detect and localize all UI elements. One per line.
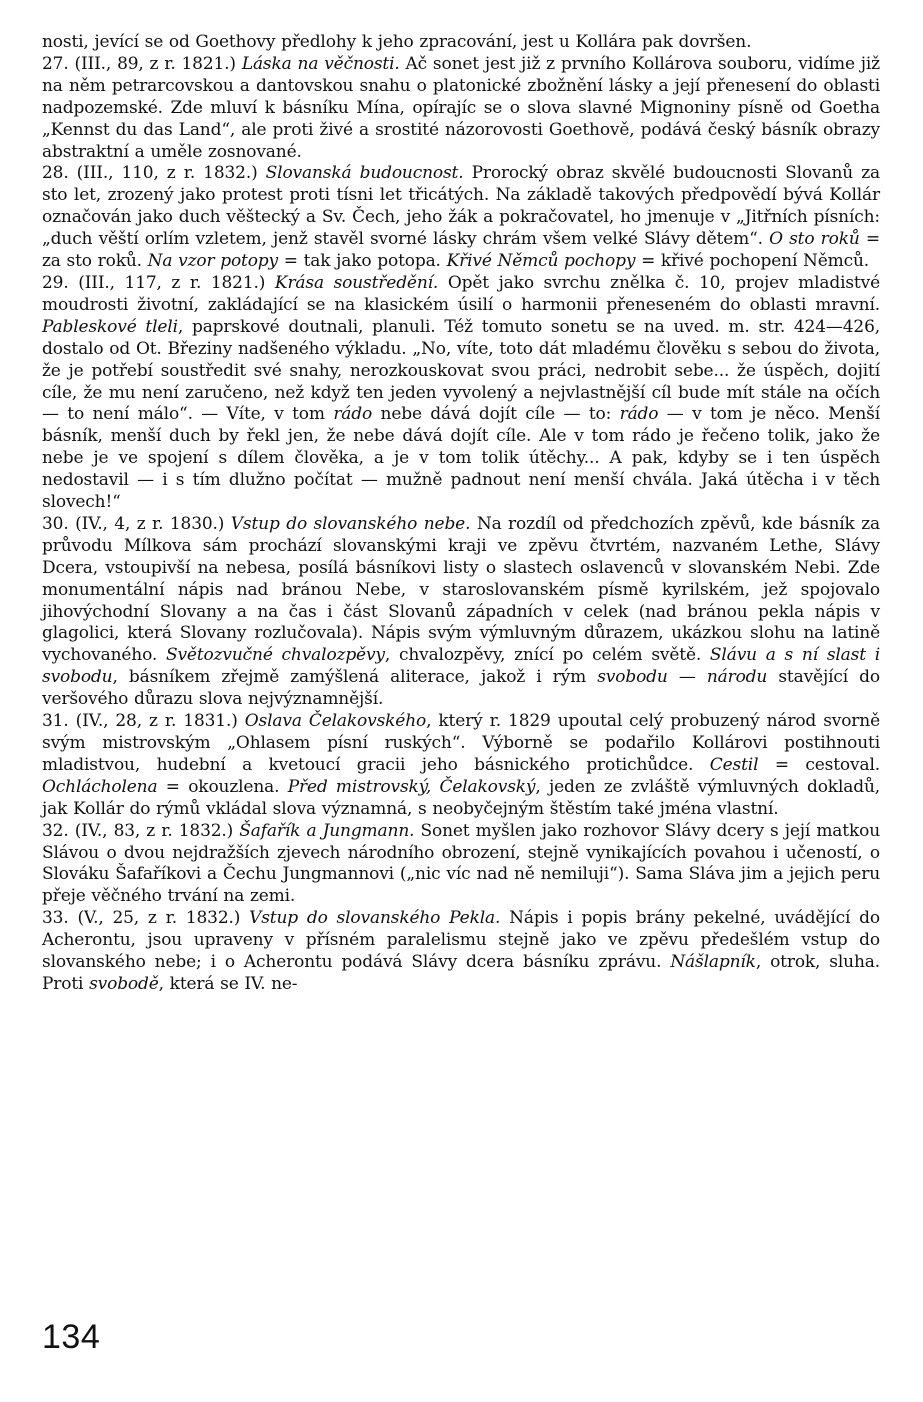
italic-text-segment: Vstup do slovanského nebe. [230,513,471,534]
text-segment: 29. (III., 117, z r. 1821.) [42,272,275,293]
italic-text-segment: Láska na věčnosti. [241,53,400,74]
italic-text-segment: svobodu [597,667,668,688]
italic-text-segment: O sto roků [769,229,860,250]
italic-text-segment: rádo [619,404,659,425]
paragraph-32 [42,821,880,909]
text-segment: 30. (IV., 4, z r. 1830.) [42,513,231,534]
paragraph-27 [42,54,880,164]
page-number: 134 [42,1318,101,1356]
text-segment: = křivé pochopení Němců. [635,251,870,272]
text-segment: , jeden ze zvláště výmluvných dokladů, jak Kollár do rýmů vkládal slova významná, s neobyčejným štěstím také jména vlastní. [42,776,880,819]
text-segment: , chvalozpěvy, znící po celém světě. [384,645,710,666]
text-segment: = za sto roků. [42,229,880,272]
paragraph-33 [42,908,880,996]
text-segment: Nápis i popis brány pekelné, uvádějící do Acherontu, jsou upraveny v přísném paralelismu stejně jako ve zpěvu předešlém vstup do slovanského nebe; i o Acherontu podává Slávy dcera básníku zprávu. [42,908,880,973]
text-segment: Na rozdíl od předchozích zpěvů, kde básník za průvodu Mílkova sám prochází slovanskými kraji ve zpěvu čtvrtém, nazvaném Lethe, Slávy Dcera, vstoupivší na nebesa, posílá básníkovi listy o slastech oslavenců v slovanském Nebi. Zde monumentální nápis nad bránou Nebe, v staroslovanském písmě kyrilském, jež spojovalo jihovýchodní Slovany a na čas i část Slovanů západních v celek (nad bránou pekla nápis v glagolici, která Slovany rozlučovala). Nápis svým výmluvným důrazem, ukázkou slohu na latině vychovaného. [42,513,880,666]
italic-text-segment: Nášlapník [670,952,756,973]
paragraph-28 [42,163,880,273]
italic-text-segment: rádo [333,404,373,425]
text-segment: 27. (III., 89, z r. 1821.) [42,53,242,74]
text-segment: , paprskové doutnali, planuli. Též tomuto sonetu se na uved. m. str. 424—426, dostalo od Ot. Březiny nadšeného výkladu. „No, víte, toto dát mladému člověku s sebou do života, že je potřebí soustředit své snahy, nerozkouskovat svou práci, nedrobit sebe... že úspěch, dojití cíle, že mu není zaručeno, než když ten jeden vyvolený a nejvlastnější cíl bude mít stále na očích — to není málo“. — Víte, v tom [42,316,880,425]
italic-text-segment: Slovanská budoucnost. [265,163,464,184]
text-segment: , která se IV. ne- [158,973,298,994]
text-segment: 32. (IV., 83, z r. 1832.) [42,820,240,841]
italic-text-segment: Cestil [709,754,759,775]
text-segment: nebe dává dojít cíle — to: [372,404,620,425]
text-segment: = tak jako potopa. [277,251,447,272]
text-segment: Ač sonet jest již z prvního Kollárova souboru, vidíme již na něm petrarcovskou a dantovskou snahu o platonické zbožnění lásky a její přenesení do oblasti nadpozemské. Zde mluví k básníku Mína, opírajíc se o slova slavné Mignoniny písně od Goetha „Kennst du das Land“, ale proti živé a srostité názorovosti Goethově, podává český básník obrazy abstraktní a uměle zosnované. [42,53,880,162]
text-segment: 31. (IV., 28, z r. 1831.) [42,711,245,732]
paragraph-29 [42,273,880,514]
text-segment: Prorocký obraz skvělé budoucnosti Slovanů za sto let, zrozený jako protest proti tísni let třicátých. Na základě takových předpovědí bývá Kollár označován jako duch věštecký a Sv. Čech, jeho žák a pokračovatel, ho jmenuje v „Jitřních písních: „duch věští orlím vzletem, jenž stavěl svorné lásky chrám všem velké Slávy dětem“. [42,163,880,250]
italic-text-segment: Na vzor potopy [147,251,278,272]
text-segment: , který r. 1829 upoutal celý probuzený národ svorně svým mistrovským „Ohlasem písní ruských“. Výborně se podařilo Kollárovi postihnouti mladistvou, hudební a kvetoucí gracii jeho básnického protichůdce. [42,711,880,775]
italic-text-segment: Oslava Čelakovského [244,711,427,732]
italic-text-segment: Slávu a s ní slast i svobodu [42,645,881,688]
text-segment: — [667,667,707,688]
paragraph-30 [42,514,880,711]
text-segment: = okouzlena. [157,776,288,797]
text-segment: 28. (III., 110, z r. 1832.) [42,163,266,184]
text-segment: nosti, jevící se od Goethovy předlohy k jeho zpracování, jest u Kollára pak dovršen. [42,32,752,52]
text-segment: — v tom je něco. Menší básník, menší duch by řekl jen, že nebe dává dojít cíle. Ale v tom rádo je řečeno tolik, jako že nebe je ve spojení s dílem člověka, a je v tom tolik útěchy... A pak, kdyby se i ten úspěch nedostavil — i s tím dlužno počítat — mužně padnout není menší chvála. Jaká útěcha i v těch slovech!“ [42,404,880,513]
text-segment: = cestoval. [758,754,880,775]
italic-text-segment: Před mistrovský, Čelakovský [287,776,536,797]
italic-text-segment: Světozvučné chvalozpěvy [165,645,385,666]
page-text-column [42,32,880,996]
paragraph-intro [42,32,880,54]
paragraph-31 [42,711,880,821]
text-segment: Opět jako svrchu znělka č. 10, projev mladistvé moudrosti životní, zakládající se na klasickém úsilí o harmonii přeneseném do oblasti mravní. [42,272,880,315]
italic-text-segment: Vstup do slovanského Pekla. [249,908,501,929]
italic-text-segment: Ochlácholena [42,776,158,797]
italic-text-segment: svobodě [89,973,159,994]
text-segment: , básníkem zřejmě zamýšlená aliterace, jakož i rým [112,667,598,688]
italic-text-segment: Krása soustředění. [274,272,439,293]
italic-text-segment: Křivé Němců pochopy [446,251,636,272]
text-segment: 33. (V., 25, z r. 1832.) [42,908,250,929]
text-segment: stavějící do veršového důrazu slova nejvýznamnější. [42,667,880,710]
italic-text-segment: Pableskové tleli [42,316,178,337]
italic-text-segment: Šafařík a Jungmann. [239,820,415,841]
text-segment: , otrok, sluha. Proti [42,952,880,994]
text-segment: Sonet myšlen jako rozhovor Slávy dcery s její matkou Slávou o dvou nejdražších zjevech národního obrození, stejně vynikajících povahou i učeností, o Slováku Šafaříkovi a Čechu Jungmannovi („nic víc nad ně nemiluji“). Sama Sláva jim a jejich peru přeje věčného trvání na zemi. [42,820,880,907]
italic-text-segment: národu [706,667,768,688]
